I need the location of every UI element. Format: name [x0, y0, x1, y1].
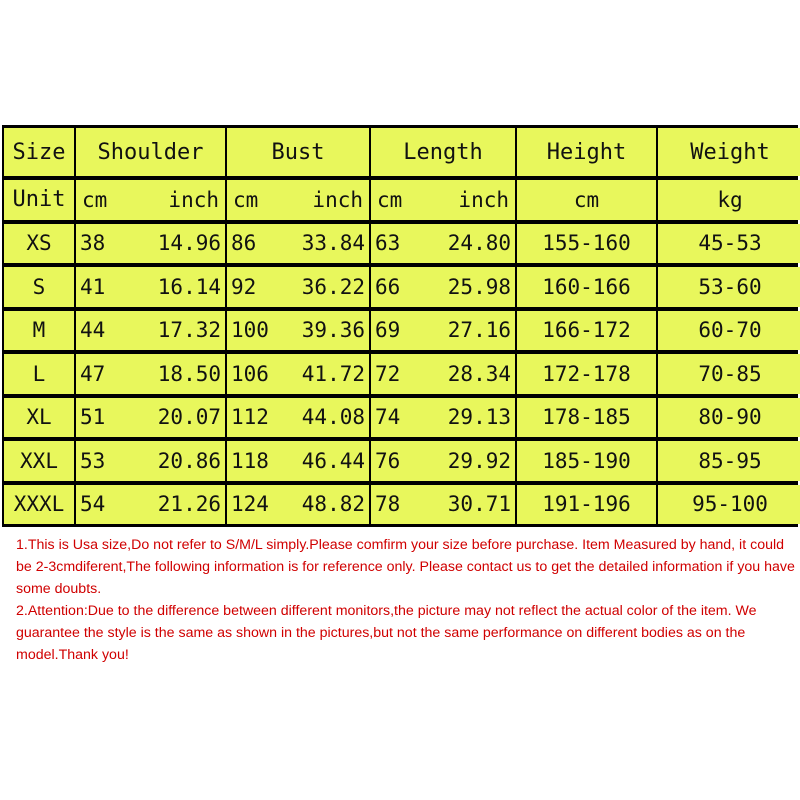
unit-inch: inch: [312, 187, 363, 212]
bust-cm: 124: [231, 492, 269, 517]
bust-cell: [227, 311, 369, 351]
bust-inch: 44.08: [301, 405, 365, 430]
unit-cm: cm: [233, 187, 259, 212]
weight-cell: 80-90: [658, 398, 800, 438]
length-cm: 74: [375, 405, 401, 430]
header-weight: Weight: [658, 128, 800, 176]
shoulder-cell: [76, 311, 225, 351]
bust-cell: [227, 398, 369, 438]
length-inch: 24.80: [447, 231, 511, 256]
length-cell: [371, 224, 515, 264]
shoulder-inch: 16.14: [157, 274, 221, 299]
length-cell: [371, 354, 515, 394]
length-inch: 30.71: [447, 492, 511, 517]
weight-cell: 70-85: [658, 354, 800, 394]
shoulder-inch: 20.07: [157, 405, 221, 430]
unit-label: Unit: [4, 180, 74, 220]
note-1: 1.This is Usa size,Do not refer to S/M/L simply.Please comfirm your size before purchase. Item Measured by hand, it could be 2-3cmdiferent,The following information is for reference only. Please contact us to get the detailed information if you have some doubts.: [16, 537, 795, 597]
size-label: XS: [4, 224, 74, 264]
bust-inch: 33.84: [301, 231, 365, 256]
bust-inch: 39.36: [301, 318, 365, 343]
shoulder-cm: 53: [80, 448, 106, 473]
weight-cell: 45-53: [658, 224, 800, 264]
length-cell: [371, 441, 515, 481]
length-cm: 69: [375, 318, 401, 343]
bust-inch: 41.72: [301, 361, 365, 386]
length-inch: 28.34: [447, 361, 511, 386]
length-cm: 63: [375, 231, 401, 256]
bust-cell: [227, 485, 369, 525]
header-shoulder: Shoulder: [76, 128, 225, 176]
bust-cell: [227, 224, 369, 264]
length-cm: 78: [375, 492, 401, 517]
weight-cell: 95-100: [658, 485, 800, 525]
length-cm: 66: [375, 274, 401, 299]
shoulder-cell: [76, 485, 225, 525]
header-height: Height: [517, 128, 656, 176]
size-chart-table: [2, 125, 798, 527]
header-length: Length: [371, 128, 515, 176]
length-cm: 72: [375, 361, 401, 386]
shoulder-cell: [76, 441, 225, 481]
unit-cm: cm: [82, 187, 108, 212]
length-inch: 25.98: [447, 274, 511, 299]
size-label: M: [4, 311, 74, 351]
unit-weight: kg: [658, 180, 800, 220]
bust-cm: 118: [231, 448, 269, 473]
shoulder-cm: 54: [80, 492, 106, 517]
unit-shoulder: [76, 180, 225, 220]
height-cell: 191-196: [517, 485, 656, 525]
weight-cell: 85-95: [658, 441, 800, 481]
unit-length: [371, 180, 515, 220]
shoulder-cm: 44: [80, 318, 106, 343]
size-label: XXXL: [4, 485, 74, 525]
bust-inch: 46.44: [301, 448, 365, 473]
bust-cell: [227, 267, 369, 307]
height-cell: 178-185: [517, 398, 656, 438]
unit-inch: inch: [458, 187, 509, 212]
unit-bust: [227, 180, 369, 220]
size-label: L: [4, 354, 74, 394]
bust-cell: [227, 354, 369, 394]
shoulder-inch: 21.26: [157, 492, 221, 517]
shoulder-inch: 14.96: [157, 231, 221, 256]
shoulder-cell: [76, 398, 225, 438]
shoulder-cm: 41: [80, 274, 106, 299]
shoulder-inch: 18.50: [157, 361, 221, 386]
height-cell: 172-178: [517, 354, 656, 394]
bust-cell: [227, 441, 369, 481]
height-cell: 166-172: [517, 311, 656, 351]
size-notes: [16, 534, 800, 666]
length-cell: [371, 398, 515, 438]
header-size: Size: [4, 128, 74, 176]
shoulder-inch: 17.32: [157, 318, 221, 343]
length-inch: 27.16: [447, 318, 511, 343]
size-label: S: [4, 267, 74, 307]
shoulder-cell: [76, 224, 225, 264]
shoulder-cm: 47: [80, 361, 106, 386]
length-inch: 29.13: [447, 405, 511, 430]
header-bust: Bust: [227, 128, 369, 176]
shoulder-inch: 20.86: [157, 448, 221, 473]
length-cell: [371, 267, 515, 307]
unit-cm: cm: [377, 187, 403, 212]
weight-cell: 60-70: [658, 311, 800, 351]
length-cell: [371, 311, 515, 351]
bust-cm: 112: [231, 405, 269, 430]
size-label: XXL: [4, 441, 74, 481]
unit-height: cm: [517, 180, 656, 220]
length-cm: 76: [375, 448, 401, 473]
size-label: XL: [4, 398, 74, 438]
bust-inch: 36.22: [301, 274, 365, 299]
length-inch: 29.92: [447, 448, 511, 473]
length-cell: [371, 485, 515, 525]
shoulder-cm: 38: [80, 231, 106, 256]
height-cell: 185-190: [517, 441, 656, 481]
bust-cm: 92: [231, 274, 257, 299]
bust-cm: 106: [231, 361, 269, 386]
bust-cm: 86: [231, 231, 257, 256]
bust-inch: 48.82: [301, 492, 365, 517]
shoulder-cm: 51: [80, 405, 106, 430]
bust-cm: 100: [231, 318, 269, 343]
shoulder-cell: [76, 354, 225, 394]
note-2: 2.Attention:Due to the difference between different monitors,the picture may not reflect the actual color of the item. We guarantee the style is the same as shown in the pictures,but not the same performance on different bodies as on the model.Thank you!: [16, 603, 757, 663]
shoulder-cell: [76, 267, 225, 307]
height-cell: 160-166: [517, 267, 656, 307]
unit-inch: inch: [168, 187, 219, 212]
weight-cell: 53-60: [658, 267, 800, 307]
height-cell: 155-160: [517, 224, 656, 264]
